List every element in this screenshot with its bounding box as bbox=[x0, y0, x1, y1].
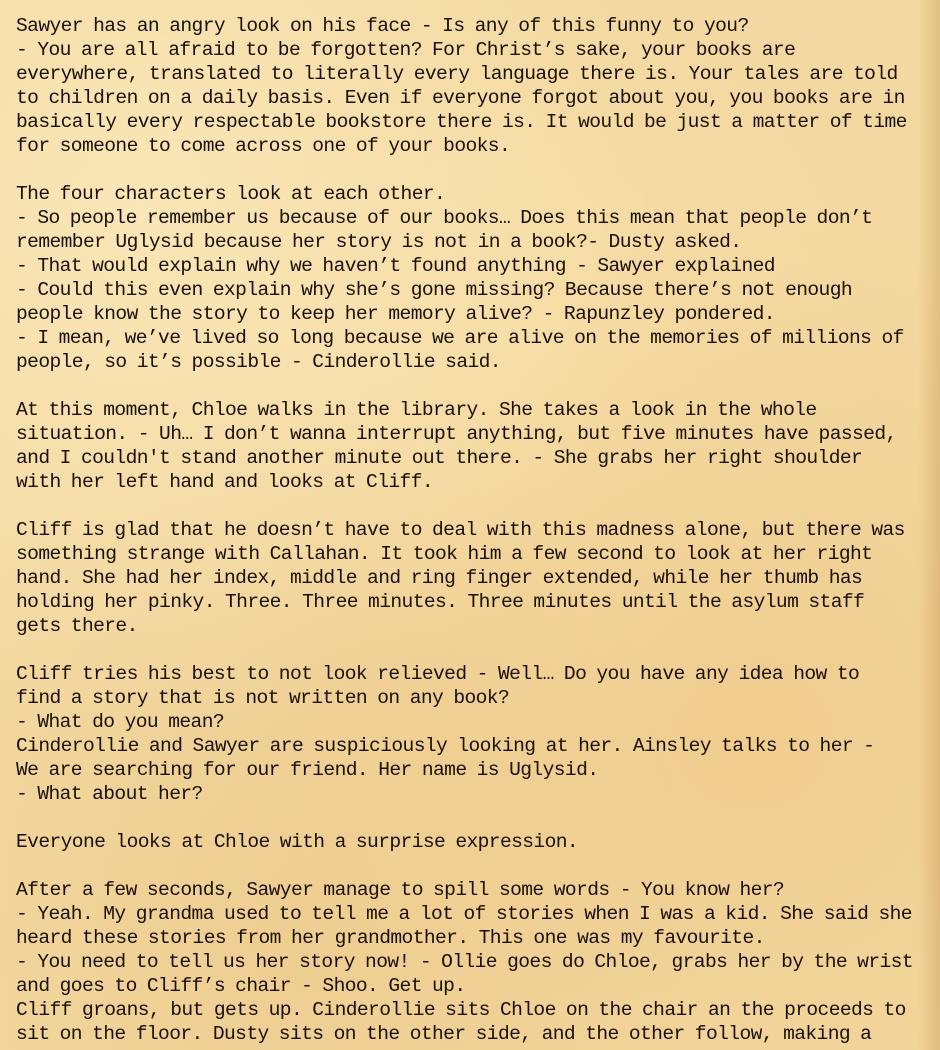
text-line: At this moment, Chloe walks in the library. She takes a look in the whole bbox=[16, 399, 817, 421]
text-line: - So people remember us because of our books… Does this mean that people don’t bbox=[16, 207, 873, 229]
story-paragraph bbox=[16, 398, 938, 494]
story-paragraph bbox=[16, 830, 938, 854]
text-line: find a story that is not written on any book? bbox=[16, 687, 510, 709]
text-line: - You are all afraid to be forgotten? For Christ’s sake, your books are bbox=[16, 39, 796, 61]
text-line: The four characters look at each other. bbox=[16, 183, 446, 205]
text-line: for someone to come across one of your books. bbox=[16, 135, 511, 157]
text-line: - What about her? bbox=[16, 783, 203, 805]
text-line: and I couldn't stand another minute out there. - She grabs her right shoulder bbox=[16, 447, 863, 469]
text-line: - Yeah. My grandma used to tell me a lot of stories when I was a kid. She said she bbox=[16, 903, 912, 925]
text-line: situation. - Uh… I don’t wanna interrupt anything, but five minutes have passed, bbox=[16, 423, 897, 445]
text-line: something strange with Callahan. It took him a few second to look at her right bbox=[16, 543, 873, 565]
text-line: heard these stories from her grandmother. This one was my favourite. bbox=[16, 927, 765, 949]
text-line: people know the story to keep her memory alive? - Rapunzley pondered. bbox=[16, 303, 775, 325]
text-line: remember Uglysid because her story is not in a book?- Dusty asked. bbox=[16, 231, 742, 253]
story-paragraph bbox=[16, 878, 938, 1046]
text-line: to children on a daily basis. Even if everyone forgot about you, you books are in bbox=[16, 87, 905, 109]
text-line: Everyone looks at Chloe with a surprise expression. bbox=[16, 831, 579, 853]
text-line: After a few seconds, Sawyer manage to spill some words - You know her? bbox=[16, 879, 785, 901]
story-page-text bbox=[16, 14, 938, 1046]
text-line: Cliff tries his best to not look relieved - Well… Do you have any idea how to bbox=[16, 663, 860, 685]
text-line: - I mean, we’ve lived so long because we are alive on the memories of millions of bbox=[16, 327, 904, 349]
text-line: people, so it’s possible - Cinderollie said. bbox=[16, 351, 501, 373]
story-paragraph bbox=[16, 662, 938, 806]
text-line: hand. She had her index, middle and ring finger extended, while her thumb has bbox=[16, 567, 863, 589]
text-line: Cliff groans, but gets up. Cinderollie sits Chloe on the chair an the proceeds to bbox=[16, 999, 906, 1021]
text-line: gets there. bbox=[16, 615, 138, 637]
story-paragraph bbox=[16, 182, 938, 374]
text-line: with her left hand and looks at Cliff. bbox=[16, 471, 434, 493]
text-line: - That would explain why we haven’t found anything - Sawyer explained bbox=[16, 255, 775, 277]
text-line: Cliff is glad that he doesn’t have to deal with this madness alone, but there was bbox=[16, 519, 905, 541]
text-line: holding her pinky. Three. Three minutes. Three minutes until the asylum staff bbox=[16, 591, 865, 613]
text-line: everywhere, translated to literally every language there is. Your tales are told bbox=[16, 63, 898, 85]
text-line: - You need to tell us her story now! - Ollie goes do Chloe, grabs her by the wrist bbox=[16, 951, 913, 973]
text-line: sit on the floor. Dusty sits on the other side, and the other follow, making a bbox=[16, 1023, 872, 1045]
text-line: Sawyer has an angry look on his face - Is any of this funny to you? bbox=[16, 15, 749, 37]
story-paragraph bbox=[16, 14, 938, 158]
story-paragraph bbox=[16, 518, 938, 638]
text-line: and goes to Cliff’s chair - Shoo. Get up. bbox=[16, 975, 466, 997]
text-line: We are searching for our friend. Her name is Uglysid. bbox=[16, 759, 599, 781]
text-line: Cinderollie and Sawyer are suspiciously looking at her. Ainsley talks to her - bbox=[16, 735, 875, 757]
text-line: - What do you mean? bbox=[16, 711, 225, 733]
text-line: - Could this even explain why she’s gone missing? Because there’s not enough bbox=[16, 279, 853, 301]
text-line: basically every respectable bookstore there is. It would be just a matter of time bbox=[16, 111, 907, 133]
